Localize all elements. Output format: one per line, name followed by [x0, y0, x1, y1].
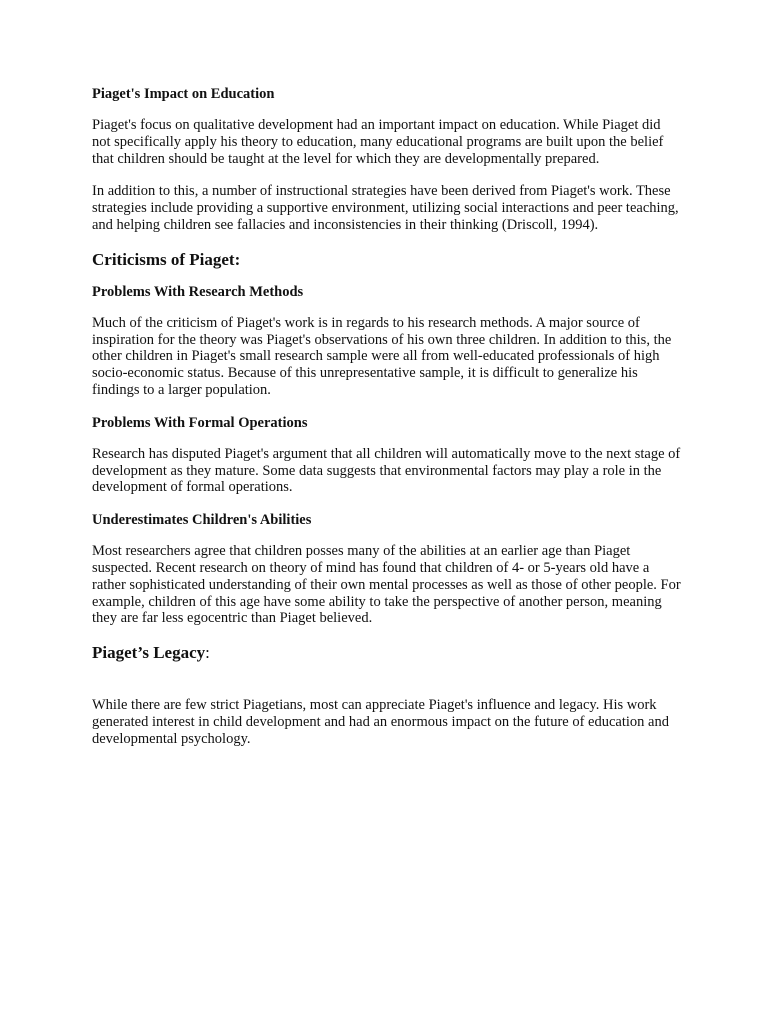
legacy-heading-text: Piaget’s Legacy	[92, 643, 206, 663]
criticisms-heading: Criticisms of Piaget:	[92, 249, 241, 269]
impact-paragraph-2: In addition to this, a number of instructional strategies have been derived from Piaget's work. These strategies include providing a supportive environment, utilizing social interactions and peer teaching, and helping children see fallacies and inconsistencies in their thinking (Driscoll, 1994).	[92, 183, 679, 233]
impact-heading: Piaget's Impact on Education	[92, 86, 275, 102]
abilities-paragraph: Most researchers agree that children posses many of the abilities at an earlier age than Piaget suspected. Recent research on theory of mind has found that children of 4- or 5-years old have a rather sophisticated understanding of their own mental processes as well as those of other people. For example, children of this age have some ability to take the perspective of another person, meaning they are far less egocentric than Piaget believed.	[92, 543, 681, 627]
research-methods-paragraph: Much of the criticism of Piaget's work is in regards to his research methods. A major source of inspiration for the theory was Piaget's observations of his own three children. In addition to this, the other children in Piaget's small research sample were all from well-educated professionals of high socio-economic status. Because of this unrepresentative sample, it is difficult to generalize his findings to a larger population.	[92, 314, 672, 398]
abilities-heading: Underestimates Children's Abilities	[92, 512, 312, 529]
legacy-heading-colon: :	[205, 643, 210, 663]
legacy-heading	[92, 643, 682, 663]
impact-paragraph-1: Piaget's focus on qualitative development had an important impact on education. While Piaget did not specifically apply his theory to education, many educational programs are built upon the belief that children should be taught at the level for which they are developmentally prepared.	[92, 117, 664, 167]
legacy-paragraph: While there are few strict Piagetians, most can appreciate Piaget's influence and legacy. His work generated interest in child development and had an enormous impact on the future of education and developmental psychology.	[92, 697, 669, 747]
document-page	[92, 86, 682, 764]
formal-operations-paragraph: Research has disputed Piaget's argument that all children will automatically move to the next stage of development as they mature. Some data suggests that environmental factors may play a role in the development of formal operations.	[92, 445, 681, 496]
research-methods-heading: Problems With Research Methods	[92, 283, 304, 300]
formal-operations-heading: Problems With Formal Operations	[92, 414, 308, 431]
